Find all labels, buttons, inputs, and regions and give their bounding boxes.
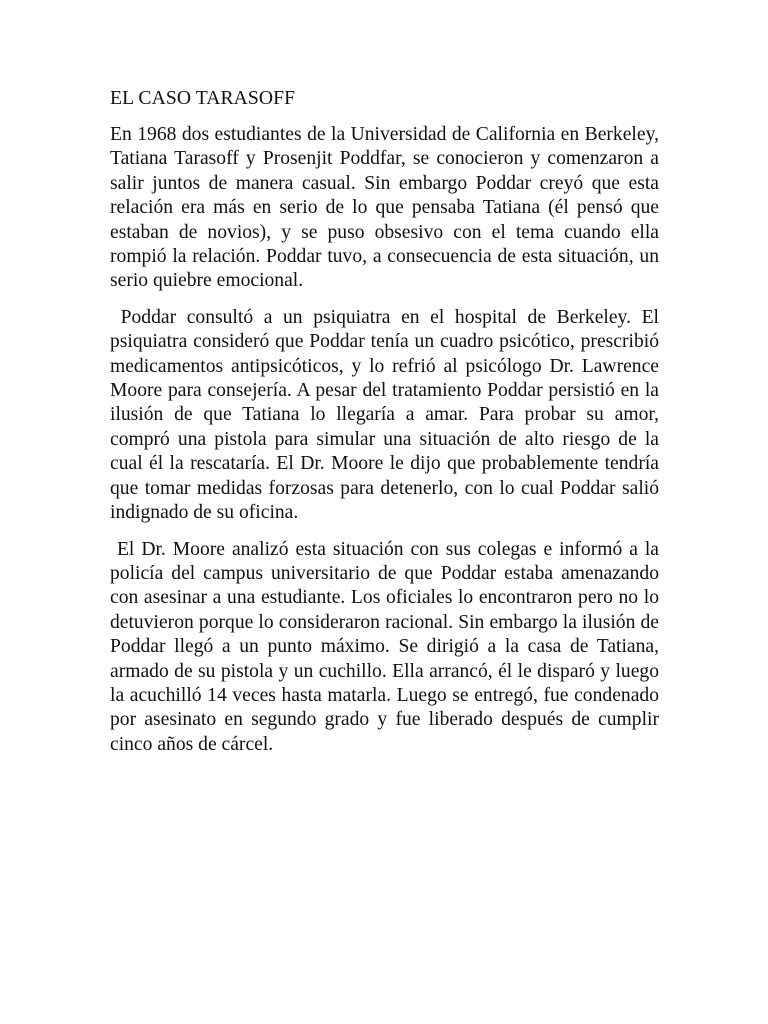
paragraph-2: Poddar consultó a un psiquiatra en el hospital de Berkeley. El psiquiatra consideró que Poddar tenía un cuadro psicótico, prescribió medicamentos antipsicóticos, y lo refrió al psicólogo Dr. Lawrence Moore para consejería. A pesar del tratamiento Poddar persistió en la ilusión de que Tatiana lo llegaría a amar. Para probar su amor, compró una pistola para simular una situación de alto riesgo de la cual él la rescataría. El Dr. Moore le dijo que probablemente tendría que tomar medidas forzosas para detenerlo, con lo cual Poddar salió indignado de su oficina. xyxy=(110,306,664,524)
paragraph-1: En 1968 dos estudiantes de la Universidad de California en Berkeley, Tatiana Tarasoff y Prosenjit Poddfar, se conocieron y comenzaron a salir juntos de manera casual. Sin embargo Poddar creyó que esta relación era más en serio de lo que pensaba Tatiana (él pensó que estaban de novios), y se puso obsesivo con el tema cuando ella rompió la relación. Poddar tuvo, a consecuencia de esta situación, un serio quiebre emocional. xyxy=(110,124,664,292)
document-title: EL CASO TARASOFF xyxy=(110,88,296,109)
paragraph-3: El Dr. Moore analizó esta situación con sus colegas e informó a la policía del campus universitario de que Poddar estaba amenazando con asesinar a una estudiante. Los oficiales lo encontraron pero no lo detuvieron porque lo consideraron racional. Sin embargo la ilusión de Poddar llegó a un punto máximo. Se dirigió a la casa de Tatiana, armado de su pistola y un cuchillo. Ella arrancó, él le disparó y luego la acuchilló 14 veces hasta matarla. Luego se entregó, fue condenado por asesinato en segundo grado y fue liberado después de cumplir cinco años de cárcel. xyxy=(110,538,664,755)
document-page xyxy=(110,87,664,769)
